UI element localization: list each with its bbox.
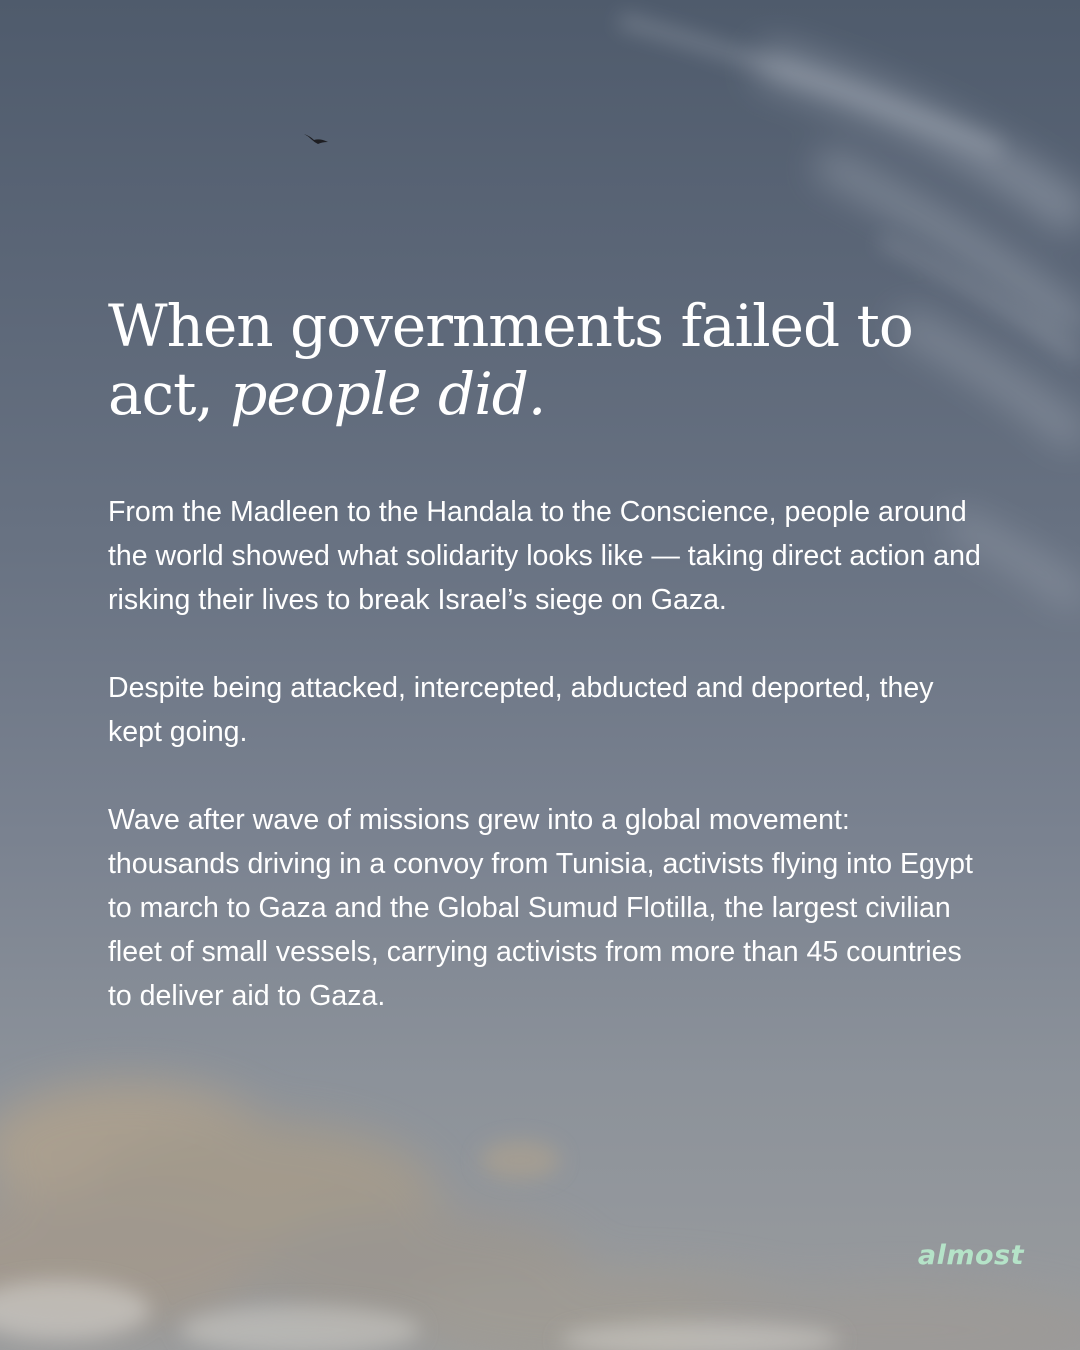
bird-icon bbox=[302, 130, 332, 150]
body-copy bbox=[108, 490, 988, 1062]
paragraph-3: Wave after wave of missions grew into a global movement: thousands driving in a convoy from Tunisia, activists flying into Egypt to march to Gaza and the Global Sumud Flotilla, the largest civilian fleet of small vessels, carrying activists from more than 45 countries to deliver aid to Gaza. bbox=[108, 804, 973, 1012]
brand-logo: almost bbox=[917, 1240, 1024, 1271]
headline-line-2-prefix: act, bbox=[108, 360, 231, 428]
headline-emphasis: people did. bbox=[230, 360, 546, 428]
paragraph-2: Despite being attacked, intercepted, abducted and deported, they kept going. bbox=[108, 672, 934, 748]
paragraph-1: From the Madleen to the Handala to the Conscience, people around the world showed what solidarity looks like — taking direct action and risking their lives to break Israel’s siege on Gaza. bbox=[108, 496, 981, 616]
headline-line-1: When governments failed to bbox=[108, 292, 913, 360]
headline bbox=[108, 292, 1008, 428]
